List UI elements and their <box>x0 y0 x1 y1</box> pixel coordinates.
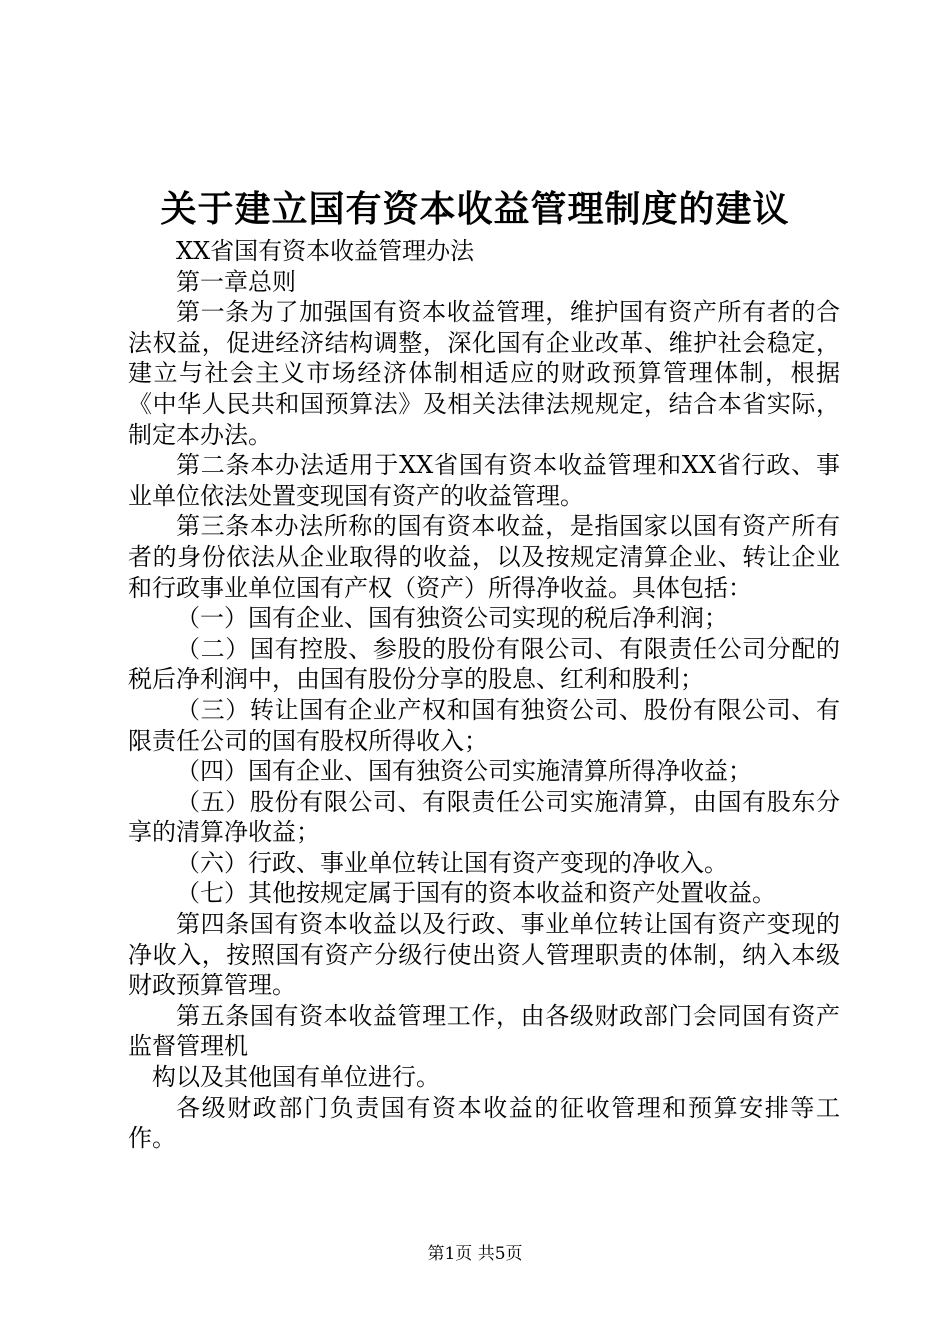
paragraph: （五）股份有限公司、有限责任公司实施清算，由国有股东分享的清算净收益； <box>128 787 840 847</box>
paragraph: 第一章总则 <box>176 267 296 296</box>
paragraph: 第四条国有资本收益以及行政、事业单位转让国有资产变现的净收入，按照国有资产分级行使出资人管理职责的体制，纳入本级财政预算管理。 <box>128 910 840 1000</box>
paragraph: （三）转让国有企业产权和国有独资公司、股份有限公司、有限责任公司的国有股权所得收入； <box>128 695 840 755</box>
paragraph: 第三条本办法所称的国有资本收益，是指国家以国有资产所有者的身份依法从企业取得的收益，以及按规定清算企业、转让企业和行政事业单位国有产权（资产）所得净收益。具体包括： <box>128 512 840 602</box>
paragraph: （六）行政、事业单位转让国有资产变现的净收入。 <box>176 848 728 877</box>
paragraph: 第一条为了加强国有资本收益管理，维护国有资产所有者的合法权益，促进经济结构调整，深化国有企业改革、维护社会稳定，建立与社会主义市场经济体制相适应的财政预算管理体制，根据《中华人民共和国预算法》及相关法律法规规定，结合本省实际，制定本办法。 <box>128 298 840 449</box>
paragraph: 各级财政部门负责国有资本收益的征收管理和预算安排等工作。 <box>128 1093 840 1153</box>
document-title: 关于建立国有资本收益管理制度的建议 <box>160 188 790 230</box>
page-footer: 第1页 共5页 <box>427 1244 523 1264</box>
paragraph: 构以及其他国有单位进行。 <box>152 1063 440 1092</box>
paragraph: XX省国有资本收益管理办法 <box>176 237 475 265</box>
paragraph: 第五条国有资本收益管理工作，由各级财政部门会同国有资产监督管理机 <box>128 1001 840 1061</box>
document-body <box>128 236 840 1154</box>
paragraph: （一）国有企业、国有独资公司实现的税后净利润； <box>176 604 728 633</box>
paragraph: （四）国有企业、国有独资公司实施清算所得净收益； <box>176 757 752 786</box>
paragraph: （七）其他按规定属于国有的资本收益和资产处置收益。 <box>176 879 776 908</box>
paragraph: 第二条本办法适用于XX省国有资本收益管理和XX省行政、事业单位依法处置变现国有资产的收益管理。 <box>128 451 840 510</box>
paragraph: （二）国有控股、参股的股份有限公司、有限责任公司分配的税后净利润中，由国有股份分享的股息、红利和股利； <box>128 634 840 694</box>
